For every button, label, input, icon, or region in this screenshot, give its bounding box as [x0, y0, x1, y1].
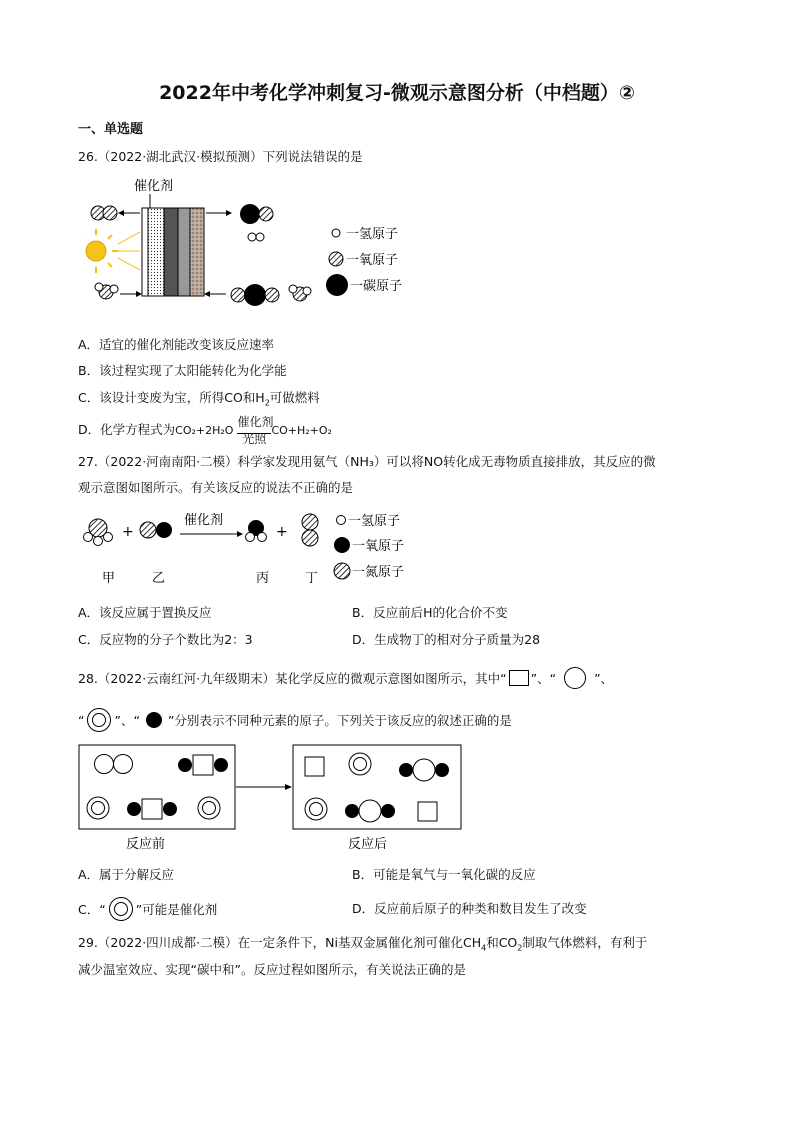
label-jia: 甲 [102, 571, 116, 586]
q26-option-b[interactable]: B．该过程实现了太阳能转化为化学能 [78, 363, 287, 378]
q26-diagram [84, 172, 424, 312]
q27-legend-h: 一氢原子 [348, 514, 401, 529]
q26-legend-c: 一碳原子 [350, 279, 403, 294]
page-title: 2022年中考化学冲刺复习-微观示意图分析（中档题）② [159, 82, 635, 104]
double-circle-atom-icon [109, 897, 133, 921]
q26-option-a[interactable]: A．适宜的催化剂能改变该反应速率 [78, 337, 275, 352]
q27-option-c[interactable]: C．反应物的分子个数比为2：3 [78, 632, 253, 647]
sun-icon [84, 229, 140, 273]
plus-sign: + [122, 524, 134, 540]
q27-option-d[interactable]: D．生成物丁的相对分子质量为28 [352, 632, 541, 647]
q28-option-b[interactable]: B．可能是氧气与一氧化碳的反应 [352, 867, 536, 882]
q28-option-a[interactable]: A．属于分解反应 [78, 867, 175, 882]
before-label: 反应前 [126, 837, 166, 852]
black-atom-icon [146, 712, 162, 728]
q27-diagram [80, 508, 420, 588]
label-yi: 乙 [152, 571, 166, 586]
q27-legend-o: 一氧原子 [352, 539, 405, 554]
q28-option-d[interactable]: D．反应前后原子的种类和数目发生了改变 [352, 901, 587, 916]
q27-stem-line1: 27.（2022·河南南阳·二模）科学家发现用氨气（NH₃）可以将NO转化成无毒物质直接排放，其反应的微 [78, 454, 656, 469]
q27-legend-n: 一氮原子 [352, 565, 405, 580]
q26-legend-h: 一氢原子 [346, 227, 399, 242]
q29-stem-line2: 减少温室效应、实现“碳中和”。反应过程如图所示，有关说法正确的是 [78, 962, 466, 977]
section-heading: 一、单选题 [78, 122, 144, 137]
q26-option-c[interactable]: C．该设计变废为宝，所得CO和$H_2$可做燃料 [78, 390, 320, 408]
q26-catalyst-label: 催化剂 [134, 179, 174, 194]
q28-stem-line2: “ ”、“ ”分别表示不同种元素的原子。下列关于该反应的叙述正确的是 [78, 708, 512, 732]
circle-atom-icon [564, 667, 586, 689]
label-ding: 丁 [305, 571, 319, 586]
q29-stem-line1: 29.（2022·四川成都·二模）在一定条件下，Ni基双金属催化剂可催化$CH_4$和$CO_2$制取气体燃料，有利于 [78, 935, 648, 953]
q27-catalyst-label: 催化剂 [184, 513, 224, 528]
q26-stem: 26.（2022·湖北武汉·模拟预测）下列说法错误的是 [78, 149, 363, 164]
q28-option-c[interactable]: C．“ ”可能是催化剂 [78, 897, 217, 921]
q26-option-d[interactable]: D．化学方程式为CO₂+2H₂O 催化剂 光照 CO+H₂+O₂ [78, 415, 332, 446]
double-circle-atom-icon [87, 708, 111, 732]
after-label: 反应后 [348, 837, 388, 852]
label-bing: 丙 [256, 571, 270, 586]
q26-legend-o: 一氧原子 [346, 253, 399, 268]
q27-option-b[interactable]: B．反应前后H的化合价不变 [352, 605, 508, 620]
q27-stem-line2: 观示意图如图所示。有关该反应的说法不正确的是 [78, 480, 354, 495]
square-atom-icon [509, 670, 529, 686]
plus-sign: + [276, 524, 288, 540]
q27-option-a[interactable]: A．该反应属于置换反应 [78, 605, 212, 620]
q28-diagram [78, 742, 468, 854]
q28-stem-line1: 28.（2022·云南红河·九年级期末）某化学反应的微观示意图如图所示，其中“ ”、“ ”、 [78, 667, 613, 689]
